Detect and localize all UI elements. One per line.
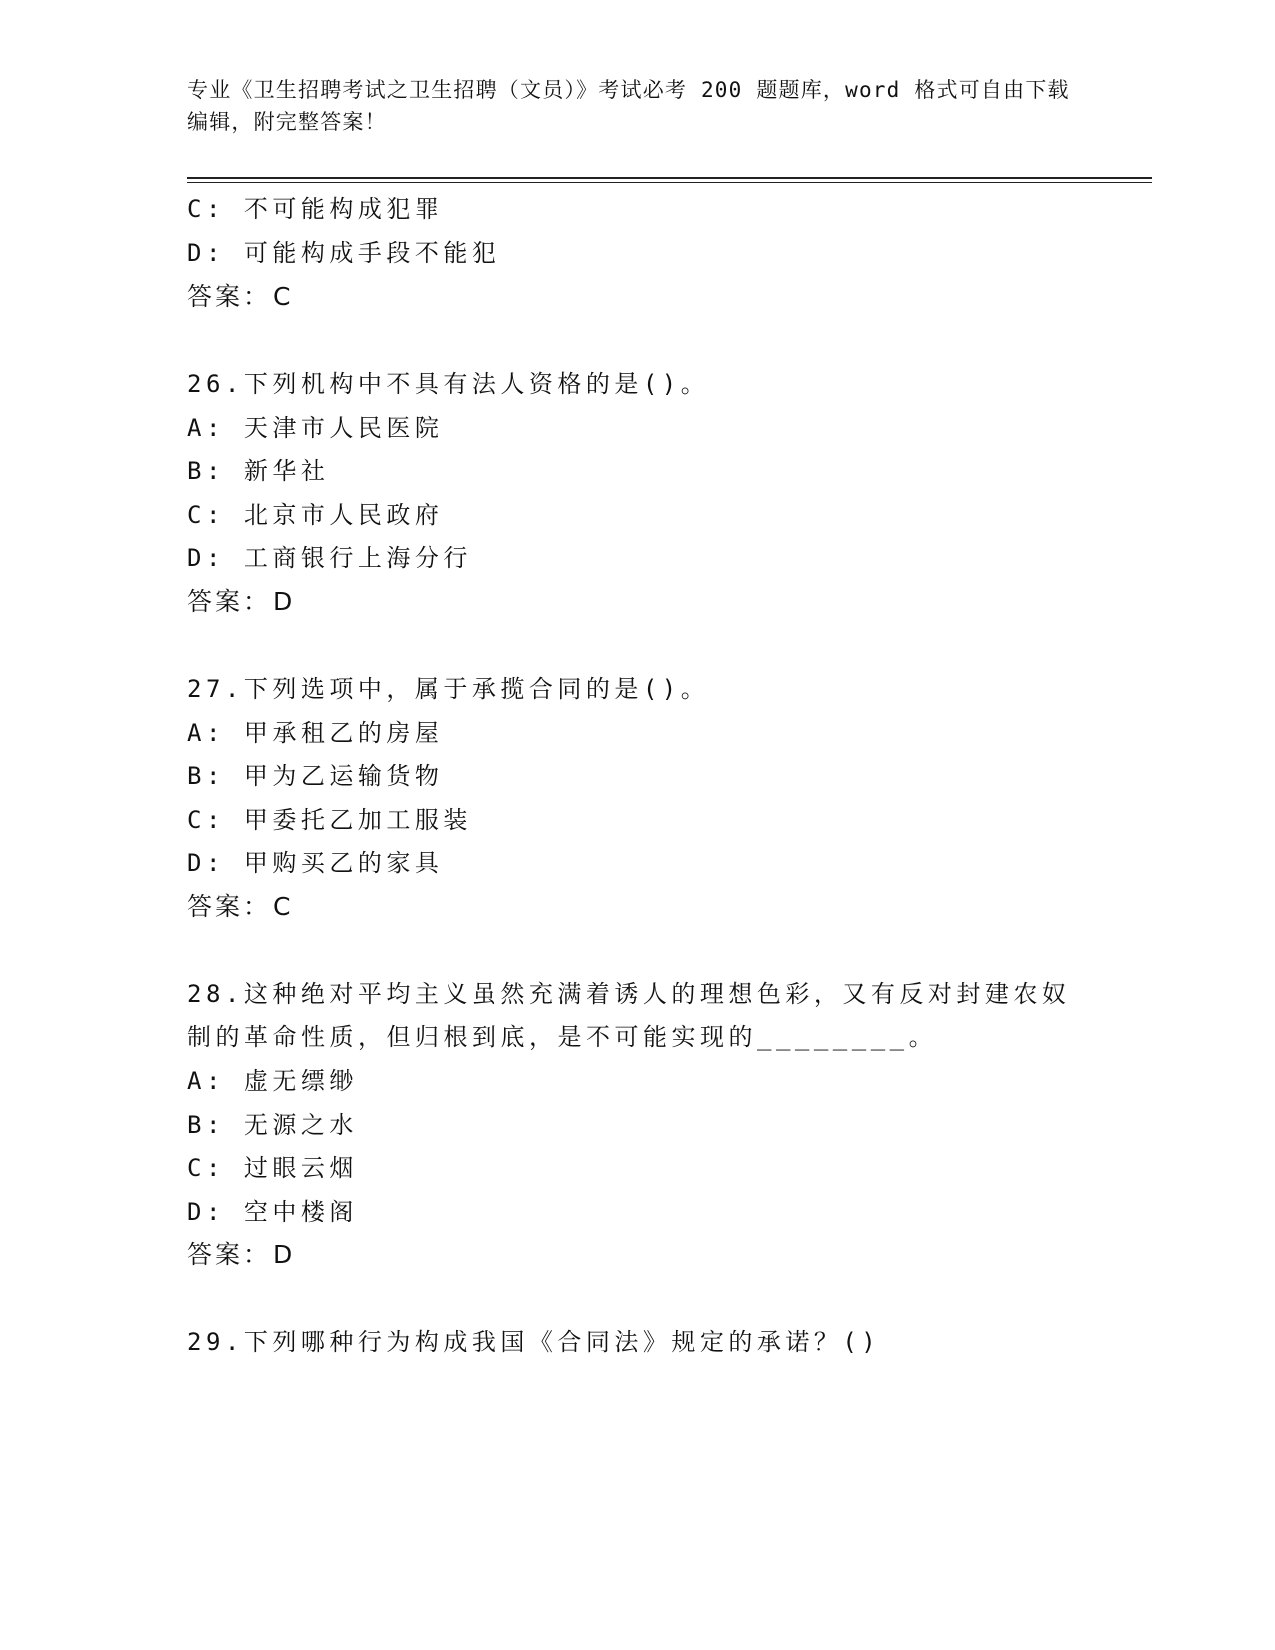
- option-d: D: 甲购买乙的家具: [187, 849, 444, 877]
- option-b: B: 甲为乙运输货物: [187, 762, 444, 790]
- question-stem: 28.这种绝对平均主义虽然充满着诱人的理想色彩，又有反对封建农奴: [187, 980, 1071, 1008]
- option-a: A: 天津市人民医院: [187, 414, 444, 442]
- option-a: A: 虚无缥缈: [187, 1067, 358, 1095]
- document-header: 专业《卫生招聘考试之卫生招聘（文员）》考试必考 200 题题库，word 格式可自由下载编辑，附完整答案！: [187, 78, 1070, 134]
- answer-line: 答案：C: [187, 892, 294, 921]
- option-c: C: 甲委托乙加工服装: [187, 806, 472, 834]
- option-c: C: 过眼云烟: [187, 1154, 358, 1182]
- answer-line: 答案：D: [187, 587, 296, 616]
- option-b: B: 无源之水: [187, 1111, 358, 1139]
- question-stem: 27.下列选项中，属于承揽合同的是()。: [187, 675, 710, 703]
- answer-line: 答案：D: [187, 1240, 296, 1269]
- header-divider-thin: [187, 182, 1152, 183]
- question-stem: 29.下列哪种行为构成我国《合同法》规定的承诺？(): [187, 1328, 881, 1356]
- option-c: C: 北京市人民政府: [187, 501, 444, 529]
- option-d: D: 可能构成手段不能犯: [187, 239, 501, 267]
- header-divider-thick: [187, 177, 1152, 179]
- answer-line: 答案：C: [187, 282, 294, 311]
- option-d: D: 空中楼阁: [187, 1198, 358, 1226]
- question-stem-continued: 制的革命性质，但归根到底，是不可能实现的________。: [187, 1023, 938, 1051]
- option-d: D: 工商银行上海分行: [187, 544, 472, 572]
- option-b: B: 新华社: [187, 457, 330, 485]
- option-a: A: 甲承租乙的房屋: [187, 719, 444, 747]
- question-stem: 26.下列机构中不具有法人资格的是()。: [187, 370, 710, 398]
- option-c: C: 不可能构成犯罪: [187, 195, 444, 223]
